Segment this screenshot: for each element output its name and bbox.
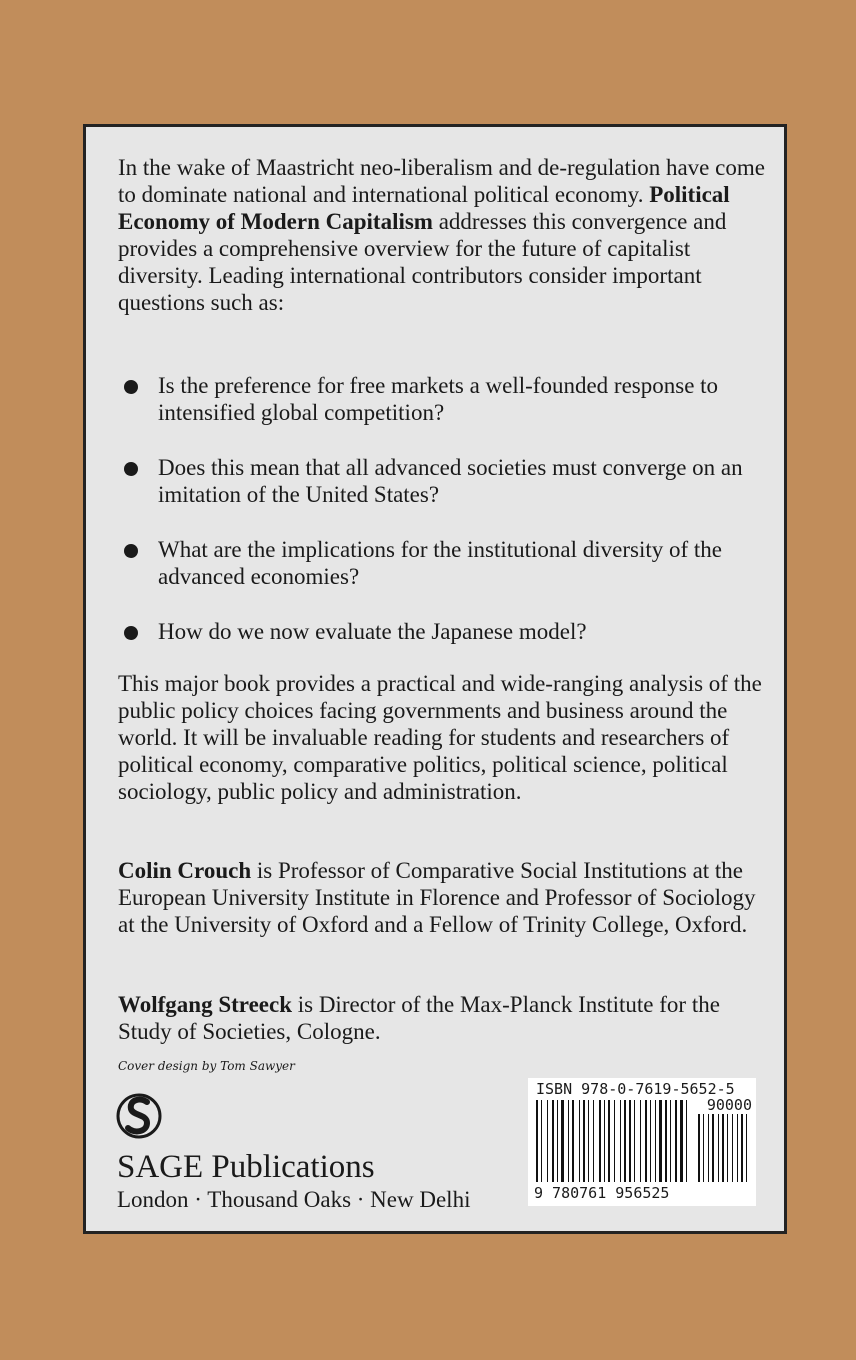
author-bio xyxy=(118,857,770,938)
question-item xyxy=(118,618,770,645)
author-name: Colin Crouch xyxy=(118,858,252,883)
back-cover-panel xyxy=(83,124,787,1234)
bullet-icon xyxy=(124,626,138,640)
barcode-bars-icon xyxy=(536,1100,750,1184)
bullet-icon xyxy=(124,380,138,394)
intro-text-start: In the wake of Maastricht neo-liberalism and de-regulation have come to dominate national and international political economy. xyxy=(118,155,765,207)
question-item xyxy=(118,536,770,590)
author-bio-text: is Director of the Max-Planck Institute for the Study of Societies, Cologne. xyxy=(118,992,720,1044)
bullet-icon xyxy=(124,544,138,558)
barcode xyxy=(528,1078,756,1206)
question-item xyxy=(118,372,770,426)
description-paragraph: This major book provides a practical and wide-ranging analysis of the public policy choices facing governments and business around the world. It will be invaluable reading for students and researchers of political economy, comparative politics, political science, political sociology, public policy and administration. xyxy=(118,671,762,804)
price-addon-digits: 90000 xyxy=(706,1096,752,1114)
sage-logo-icon xyxy=(116,1088,162,1144)
bullet-icon xyxy=(124,462,138,476)
ean-digits: 9 780761 956525 xyxy=(534,1184,670,1202)
question-text: Is the preference for free markets a well-founded response to intensified global competition? xyxy=(158,373,719,425)
question-item xyxy=(118,454,770,508)
question-text: How do we now evaluate the Japanese model? xyxy=(158,619,587,644)
book-title: Political Economy of Modern Capitalism xyxy=(118,182,730,234)
question-list xyxy=(118,372,770,673)
question-text: What are the implications for the institutional diversity of the advanced economies? xyxy=(158,537,722,589)
publisher-name: SAGE Publications xyxy=(117,1149,375,1185)
cover-credit: Cover design by Tom Sawyer xyxy=(118,1059,295,1073)
question-text: Does this mean that all advanced societies must converge on an imitation of the United States? xyxy=(158,455,743,507)
isbn-number: ISBN 978-0-7619-5652-5 xyxy=(536,1080,735,1098)
author-bio xyxy=(118,991,770,1045)
intro-text-end: addresses this convergence and provides a comprehensive overview for the future of capitalist diversity. Leading international contributors consider important questions such as: xyxy=(118,209,727,315)
author-bio-text: is Professor of Comparative Social Institutions at the European University Institute in Florence and Professor of Sociology at the University of Oxford and a Fellow of Trinity College, Oxford. xyxy=(118,858,756,937)
author-name: Wolfgang Streeck xyxy=(118,992,292,1017)
publisher-cities: London · Thousand Oaks · New Delhi xyxy=(117,1187,471,1212)
intro-paragraph xyxy=(118,154,770,316)
